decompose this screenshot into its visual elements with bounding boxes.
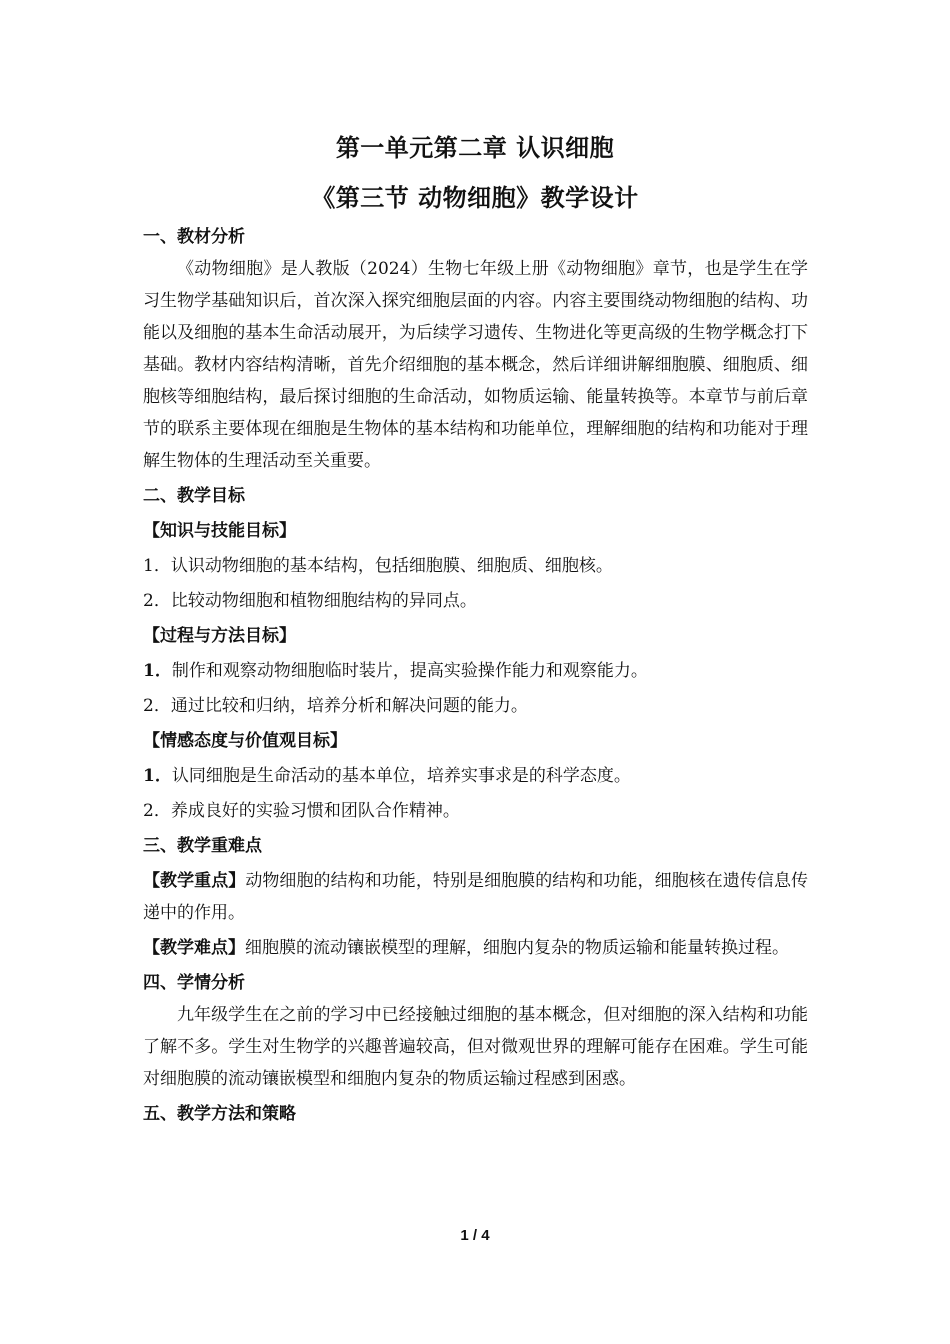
document-body xyxy=(143,221,808,1130)
section-heading-key-difficult: 三、教学重难点 xyxy=(143,836,262,856)
section-heading-methods: 五、教学方法和策略 xyxy=(143,1104,296,1124)
key-points-label: 【教学重点】 xyxy=(143,871,246,891)
emotion-goals-heading: 【情感态度与价值观目标】 xyxy=(143,731,347,751)
student-analysis-paragraph: 九年级学生在之前的学习中已经接触过细胞的基本概念，但对细胞的深入结构和功能了解不多。学生对生物学的兴趣普遍较高，但对微观世界的理解可能存在困难。学生可能对细胞膜的流动镶嵌模型和细胞内复杂的物质运输过程感到困惑。 xyxy=(143,1005,808,1089)
knowledge-goal-item: 1．认识动物细胞的基本结构，包括细胞膜、细胞质、细胞核。 xyxy=(143,556,613,576)
page-indicator: 1 / 4 xyxy=(460,1227,490,1244)
item-text: 制作和观察动物细胞临时装片，提高实验操作能力和观察能力。 xyxy=(171,661,648,681)
item-number: 1． xyxy=(143,661,172,681)
emotion-goal-item: 2．养成良好的实验习惯和团队合作精神。 xyxy=(143,801,460,821)
teaching-key-points xyxy=(143,865,808,929)
document-title-line2: 《第三节 动物细胞》教学设计 xyxy=(311,183,639,212)
process-goals-heading: 【过程与方法目标】 xyxy=(143,626,296,646)
section-heading-teaching-goals: 二、教学目标 xyxy=(143,486,245,506)
key-points-text: 动物细胞的结构和功能，特别是细胞膜的结构和功能，细胞核在遗传信息传递中的作用。 xyxy=(143,871,809,923)
section-heading-textbook-analysis: 一、教材分析 xyxy=(143,227,245,247)
knowledge-goals-heading: 【知识与技能目标】 xyxy=(143,521,296,541)
document-title-line1: 第一单元第二章 认识细胞 xyxy=(335,133,615,162)
item-text: 认同细胞是生命活动的基本单位，培养实事求是的科学态度。 xyxy=(171,766,631,786)
knowledge-goal-item: 2．比较动物细胞和植物细胞结构的异同点。 xyxy=(143,591,477,611)
section-heading-student-analysis: 四、学情分析 xyxy=(143,973,245,993)
difficult-points-text: 细胞膜的流动镶嵌模型的理解，细胞内复杂的物质运输和能量转换过程。 xyxy=(245,938,789,958)
process-goal-item xyxy=(143,655,808,687)
item-number: 1． xyxy=(143,766,172,786)
difficult-points-label: 【教学难点】 xyxy=(143,938,245,958)
teaching-difficult-points xyxy=(143,932,808,964)
emotion-goal-item xyxy=(143,760,808,792)
process-goal-item: 2．通过比较和归纳，培养分析和解决问题的能力。 xyxy=(143,696,528,716)
textbook-analysis-paragraph: 《动物细胞》是人教版（2024）生物七年级上册《动物细胞》章节，也是学生在学习生物学基础知识后，首次深入探究细胞层面的内容。内容主要围绕动物细胞的结构、功能以及细胞的基本生命活动展开，为后续学习遗传、生物进化等更高级的生物学概念打下基础。教材内容结构清晰，首先介绍细胞的基本概念，然后详细讲解细胞膜、细胞质、细胞核等细胞结构，最后探讨细胞的生命活动，如物质运输、能量转换等。本章节与前后章节的联系主要体现在细胞是生物体的基本结构和功能单位，理解细胞的结构和功能对于理解生物体的生理活动至关重要。 xyxy=(143,259,808,471)
